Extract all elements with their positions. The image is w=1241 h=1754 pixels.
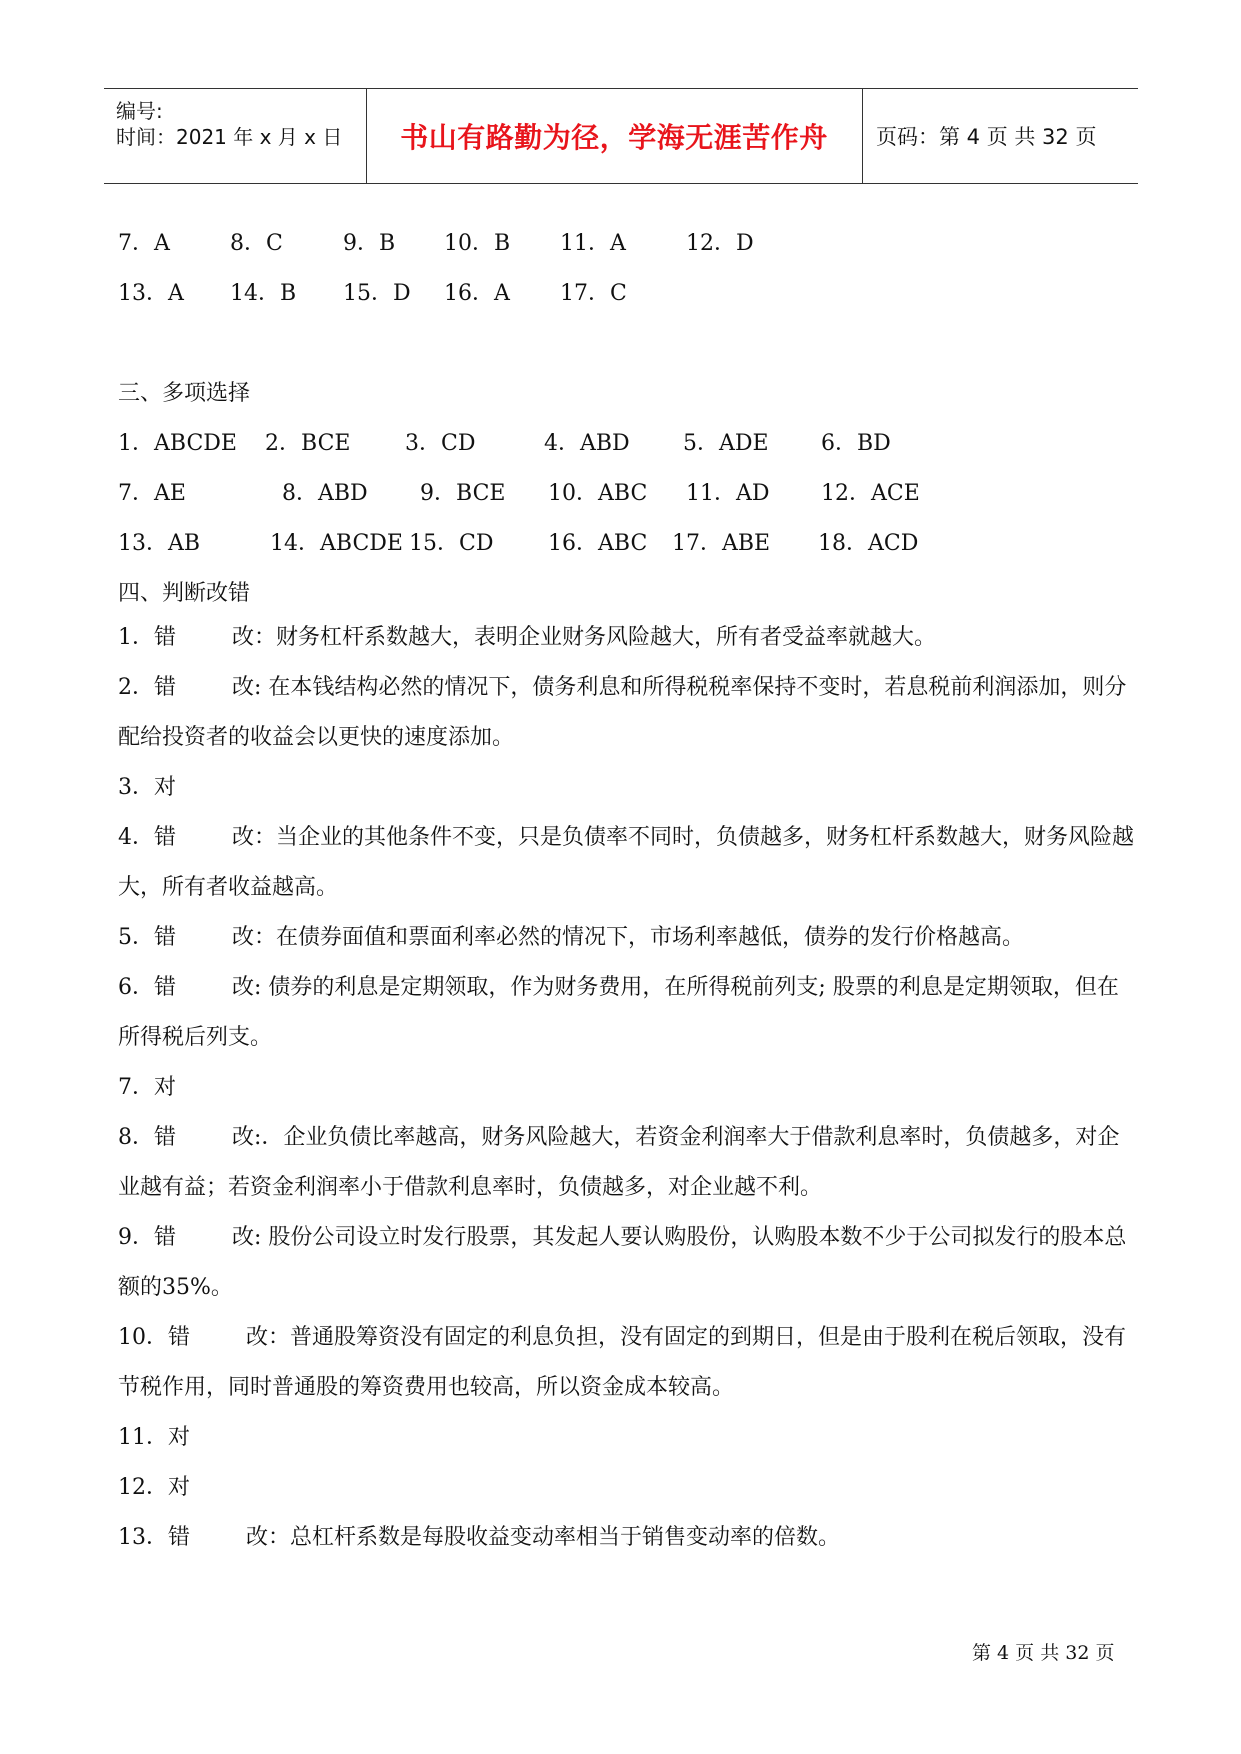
section-heading-judgement: 四、判断改错 xyxy=(118,581,251,606)
answer-item: 4．ABD xyxy=(544,431,630,456)
answer-item: 16．ABC xyxy=(548,531,648,556)
time-label: 时间：2021 年 x 月 x 日 xyxy=(116,125,343,149)
header-divider xyxy=(366,89,367,183)
header-meta xyxy=(116,89,366,183)
answer-item: 12．ACE xyxy=(821,481,920,506)
item-number: 1．错 xyxy=(118,625,176,650)
answer-item: 3．CD xyxy=(405,431,476,456)
item-correction: 改：总杠杆系数是每股收益变动率相当于销售变动率的倍数。 xyxy=(246,1525,841,1550)
judgement-item xyxy=(118,1063,1140,1113)
answer-item: 15．CD xyxy=(409,531,494,556)
judgement-item xyxy=(118,763,1140,813)
answer-item: 11．A xyxy=(560,231,626,256)
answer-item: 2．BCE xyxy=(265,431,351,456)
judgement-item xyxy=(118,1413,1140,1463)
item-number: 10．错 xyxy=(118,1325,190,1350)
answer-item: 12．D xyxy=(686,231,754,256)
judgement-item xyxy=(118,613,1140,663)
item-correction: 改: 在本钱结构必然的情况下，债务利息和所得税税率保持不变时，若息税前利润添加，则分配给投资者的收益会以更快的速度添加。 xyxy=(118,675,1127,750)
header-divider xyxy=(862,89,863,183)
answer-item: 6．BD xyxy=(821,431,891,456)
judgement-item xyxy=(118,663,1140,763)
header-motto: 书山有路勤为径，学海无涯苦作舟 xyxy=(400,121,828,154)
item-number: 4．错 xyxy=(118,825,176,850)
item-number: 13．错 xyxy=(118,1525,190,1550)
answer-item: 13．A xyxy=(118,281,184,306)
answer-item: 8．ABD xyxy=(282,481,368,506)
answer-item: 11．AD xyxy=(686,481,770,506)
judgement-item xyxy=(118,813,1140,913)
judgement-item xyxy=(118,1513,1140,1563)
answer-item: 15．D xyxy=(343,281,411,306)
judgement-item xyxy=(118,1113,1140,1213)
item-number: 7．对 xyxy=(118,1075,176,1100)
judgement-item xyxy=(118,1213,1140,1313)
page-footer: 第 4 页 共 32 页 xyxy=(972,1642,1115,1664)
answer-item: 17．ABE xyxy=(672,531,771,556)
item-correction: 改: 债券的利息是定期领取，作为财务费用，在所得税前列支; 股票的利息是定期领取，但在所得税后列支。 xyxy=(118,975,1119,1050)
judgement-item xyxy=(118,963,1140,1063)
item-number: 11．对 xyxy=(118,1425,190,1450)
page-header xyxy=(104,88,1138,184)
answer-item: 7．AE xyxy=(118,481,186,506)
judgement-item xyxy=(118,913,1140,963)
item-number: 8．错 xyxy=(118,1125,176,1150)
item-number: 12．对 xyxy=(118,1475,190,1500)
answer-item: 14．B xyxy=(230,281,297,306)
item-number: 3．对 xyxy=(118,775,176,800)
answer-item: 7．A xyxy=(118,231,170,256)
number-label: 编号: xyxy=(116,99,163,123)
item-correction: 改：当企业的其他条件不变，只是负债率不同时，负债越多，财务杠杆系数越大，财务风险越大，所有者收益越高。 xyxy=(118,825,1135,900)
judgement-item xyxy=(118,1313,1140,1413)
header-page-info: 页码：第 4 页 共 32 页 xyxy=(876,125,1097,149)
item-correction: 改：在债券面值和票面利率必然的情况下，市场利率越低，债券的发行价格越高。 xyxy=(232,925,1025,950)
answer-item: 16．A xyxy=(444,281,510,306)
answer-item: 9．BCE xyxy=(420,481,506,506)
answer-item: 14．ABCDE xyxy=(270,531,403,556)
answer-item: 10．ABC xyxy=(548,481,648,506)
answer-item: 17．C xyxy=(560,281,627,306)
item-number: 5．错 xyxy=(118,925,176,950)
item-number: 2．错 xyxy=(118,675,176,700)
item-number: 9．错 xyxy=(118,1225,176,1250)
item-correction: 改：财务杠杆系数越大，表明企业财务风险越大，所有者受益率就越大。 xyxy=(232,625,937,650)
answer-item: 10．B xyxy=(444,231,511,256)
answer-item: 8．C xyxy=(230,231,283,256)
section-heading-multi-choice: 三、多项选择 xyxy=(118,381,251,406)
answer-item: 1．ABCDE xyxy=(118,431,237,456)
answer-item: 18．ACD xyxy=(818,531,919,556)
answer-item: 9．B xyxy=(343,231,396,256)
answer-item: 5．ADE xyxy=(683,431,769,456)
item-correction: 改:．企业负债比率越高，财务风险越大，若资金利润率大于借款利息率时，负债越多，对企业越有益；若资金利润率小于借款利息率时，负债越多，对企业越不利。 xyxy=(118,1125,1120,1200)
judgement-item xyxy=(118,1463,1140,1513)
item-correction: 改：普通股筹资没有固定的利息负担，没有固定的到期日，但是由于股利在税后领取，没有节税作用，同时普通股的筹资费用也较高，所以资金成本较高。 xyxy=(118,1325,1127,1400)
item-number: 6．错 xyxy=(118,975,176,1000)
answer-item: 13．AB xyxy=(118,531,201,556)
item-correction: 改: 股份公司设立时发行股票，其发起人要认购股份，认购股本数不少于公司拟发行的股本总额的35%。 xyxy=(118,1225,1127,1300)
